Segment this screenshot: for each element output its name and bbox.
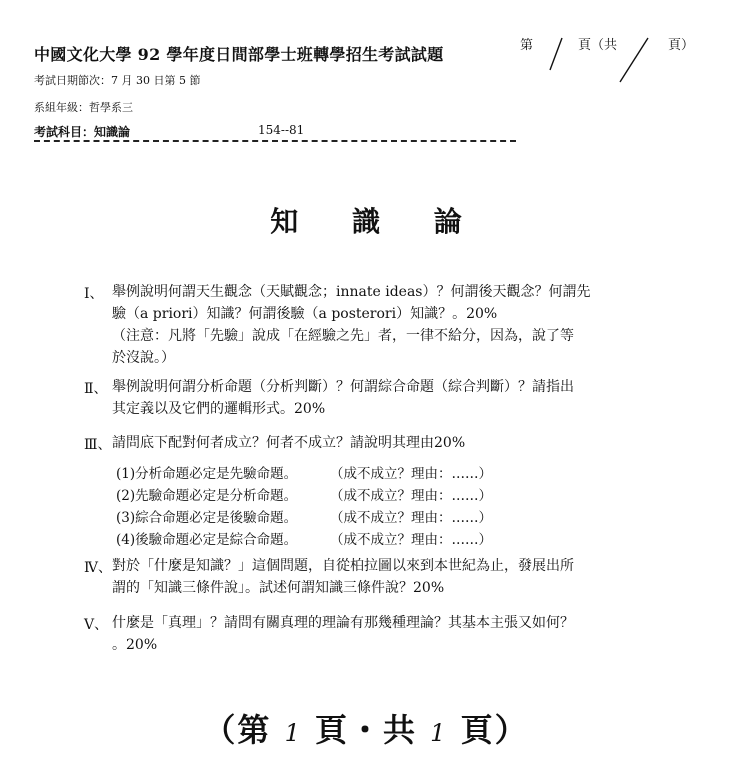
page-indicator-di: 第 — [520, 38, 534, 53]
question-line: 什麼是「真理」？請問有關真理的理論有那幾種理論？其基本主張又如何？ — [112, 615, 574, 631]
question-number: Ⅰ、 — [84, 286, 104, 302]
sub-item-statement: (3)綜合命題必定是後驗命題。 — [116, 510, 298, 526]
footer-close: 頁） — [460, 711, 529, 749]
document-title: 知 識 論 — [270, 205, 484, 238]
sub-item-statement: (1)分析命題必定是先驗命題。 — [116, 466, 298, 482]
page-indicator-ye-gong: 頁（共 — [578, 38, 618, 53]
exam-header-title: 中國文化大學 92 學年度日間部學士班轉學招生考試試題 — [34, 45, 444, 64]
footer-total-pages: 1 — [430, 719, 448, 747]
question-line: 舉例說明何謂分析命題（分析判斷）？何謂綜合命題（綜合判斷）？請指出 — [112, 379, 574, 395]
footer-page-number: 1 — [284, 719, 302, 747]
question-line: 對於「什麼是知識？」這個問題，自從柏拉圖以來到本世紀為止，發展出所 — [112, 558, 574, 574]
department-year: 系組年級：哲學系三 — [34, 101, 133, 114]
question-number: Ⅱ、 — [84, 381, 108, 397]
question-line: 。20% — [112, 637, 158, 653]
page-indicator-slashes — [520, 30, 700, 90]
sub-item-answer-prompt: （成不成立？理由：……） — [330, 510, 492, 526]
question-number: Ⅴ、 — [84, 617, 109, 633]
footer-mid: 頁・共 — [314, 711, 417, 749]
question-line: 舉例說明何謂天生觀念（天賦觀念；innate ideas）？何謂後天觀念？何謂先 — [112, 284, 591, 300]
footer-page-indicator — [0, 705, 732, 751]
sub-item-answer-prompt: （成不成立？理由：……） — [330, 532, 492, 548]
question-line: 謂的「知識三條件說」。試述何謂知識三條件說？20% — [112, 580, 445, 596]
question-line: 於沒說。） — [112, 350, 175, 366]
exam-date-session: 考試日期節次：7 月 30 日第 5 節 — [34, 74, 201, 87]
sub-item-statement: (2)先驗命題必定是分析命題。 — [116, 488, 298, 504]
question-line: 其定義以及它們的邏輯形式。20% — [112, 401, 326, 417]
question-line: 請問底下配對何者成立？何者不成立？請說明其理由20% — [112, 435, 466, 451]
page-indicator-ye-end: 頁） — [668, 38, 695, 53]
question-number: Ⅲ、 — [84, 437, 112, 453]
exam-subject: 考試科目：知識論 — [34, 125, 131, 139]
sub-item-answer-prompt: （成不成立？理由：……） — [330, 466, 492, 482]
question-number: Ⅳ、 — [84, 560, 112, 576]
exam-code: 154--81 — [258, 123, 305, 137]
page-indicator — [520, 30, 700, 90]
question-line: 驗（a priori）知識？何謂後驗（a posterori）知識？。20% — [112, 306, 498, 322]
footer-open: （第 — [203, 711, 272, 749]
sub-item-answer-prompt: （成不成立？理由：……） — [330, 488, 492, 504]
sub-item-statement: (4)後驗命題必定是綜合命題。 — [116, 532, 298, 548]
header-divider — [34, 140, 516, 142]
question-line: （注意：凡將「先驗」說成「在經驗之先」者，一律不給分，因為，說了等 — [112, 328, 574, 344]
